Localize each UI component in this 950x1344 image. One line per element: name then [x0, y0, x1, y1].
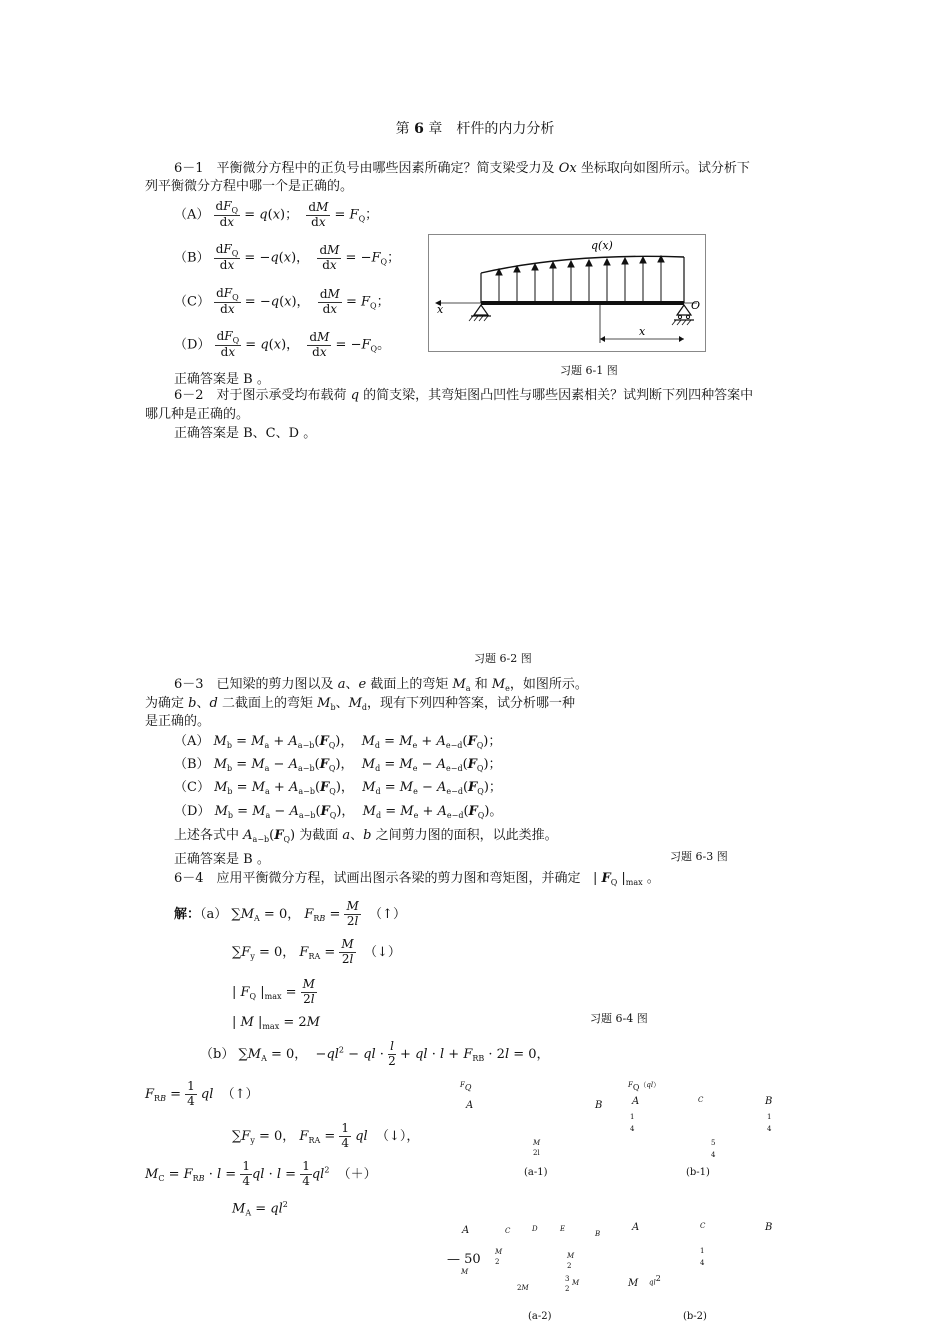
p64-b-eq2: $F_{RB}$ = $\frac{1}{4}$ ql （↑） [145, 1079, 259, 1108]
p64-a-eq1: 解：（a） $\sum M_A = 0$， $F_{RB}$ = $\frac{M}{2l}$ （↑） [174, 899, 406, 928]
p64-b-eq3: $\sum F_y = 0$， $F_{RA}$ = $\frac{1}{4}$ ql （↓）， [232, 1121, 420, 1150]
p64-b-eq5: $M_A = ql^2$ [232, 1200, 288, 1218]
p63-option-a: （A） $M_b = M_a + A_{a-b}(F_Q)$， $M_d = M_e + A_{e-d}(F_Q)$； [174, 734, 502, 750]
p64-a-eq2: $\sum F_y = 0$， $F_{RA}$ = $\frac{M}{2l}$ （↓） [232, 937, 401, 966]
p64-a-eq3: | $F_Q$ $|_{max}$ = $\frac{M}{2l}$ [232, 977, 315, 1006]
p64-line1: 6－4 应用平衡微分方程，试画出图示各梁的剪力图和弯矩图，并确定 | $F_Q$ $|_{max}$ 。 [174, 871, 660, 887]
right-support [677, 305, 691, 315]
p64-b-eq1: （b） $\sum M_A = 0$， $-ql^2$ − ql · $\frac{l}{2}$ + ql · $l + F_{RB} \cdot 2l = 0$， [200, 1039, 550, 1068]
p61-option-b: （B） $dF_Q$ dx = −q(x)， $\frac{dM}{dx}$ = $-F_Q$； [174, 242, 401, 273]
figure-6-1 [428, 234, 706, 352]
fig-6-2-caption: 习题 6-2 图 [474, 652, 532, 665]
page-number: — 50 [447, 1252, 481, 1267]
p63-line2: 为确定 b、d 二截面上的弯矩 $M_b$、$M_d$，现有下列四种答案，试分析哪一种 [145, 696, 576, 712]
load-curve [481, 256, 684, 273]
fig-6-4-caption: 习题 6-4 图 [590, 1012, 648, 1025]
p63-option-c: （C） $M_b = M_a + A_{a-b}(F_Q)$， $M_d = M_e - A_{e-d}(F_Q)$； [174, 780, 502, 796]
p63-line1: 6－3 已知梁的剪力图以及 a、e 截面上的弯矩 $M_a$ 和 $M_e$，如图所示。 [174, 677, 588, 693]
fig-6-1-caption: 习题 6-1 图 [560, 364, 618, 377]
load-arrows [496, 256, 664, 301]
p63-line3: 是正确的。 [145, 714, 211, 729]
svg-text:x: x [639, 325, 646, 338]
p63-note: 上述各式中 $A_{a-b}(F_Q)$ 为截面 a、b 之间剪力图的面积，以此类推。 [174, 828, 558, 844]
beam-figure [429, 235, 705, 351]
p61-option-c: （C） $dF_Q$ dx = −q(x)， $\frac{dM}{dx}$ = $F_Q$； [174, 286, 390, 317]
chapter-title: 第 6 章 杆件的内力分析 [395, 121, 555, 137]
svg-text:O: O [691, 299, 701, 312]
p63-option-b: （B） $M_b = M_a - A_{a-b}(F_Q)$， $M_d = M_e - A_{e-d}(F_Q)$； [174, 757, 502, 773]
p62-line1: 6－2 对于图示承受均布载荷 q 的简支梁，其弯矩图凸凹性与哪些因素相关？试判断下列四种答案中 [174, 388, 754, 403]
p62-line2: 哪几种是正确的。 [145, 407, 250, 422]
p62-answer: 正确答案是 B、C、D 。 [174, 426, 317, 441]
fig-6-3-caption: 习题 6-3 图 [670, 850, 728, 863]
p63-option-d: （D） $M_b = M_a - A_{a-b}(F_Q)$， $M_d = M_e + A_{e-d}(F_Q)$。 [174, 804, 503, 820]
p61-answer: 正确答案是 B 。 [174, 372, 270, 387]
p64-a-eq4: | M $|_{max} = 2M$ [232, 1015, 320, 1031]
left-support [474, 305, 488, 315]
p61-line1: 6－1 平衡微分方程中的正负号由哪些因素所确定？简支梁受力及 Ox 坐标取向如图所示。试分析下 [174, 161, 750, 176]
p63-answer: 正确答案是 B 。 [174, 852, 270, 867]
p61-option-a: （A） $dF_Q$ dx = q(x)； $\frac{dM}{dx}$ = $F_Q$； [174, 199, 379, 230]
fig-label-qx: q(x) [591, 239, 613, 252]
svg-text:x: x [437, 303, 444, 316]
p61-line2: 列平衡微分方程中哪一个是正确的。 [145, 179, 354, 194]
p61-option-d: （D） $dF_Q$ dx = q(x)， $\frac{dM}{dx}$ = $-F_Q$。 [174, 329, 391, 360]
p64-b-eq4: $M_C = F_{RB} \cdot l$ = $\frac{1}{4}$ ql · l = $\frac{1}{4}$ $ql^2$ （＋） [145, 1159, 377, 1188]
